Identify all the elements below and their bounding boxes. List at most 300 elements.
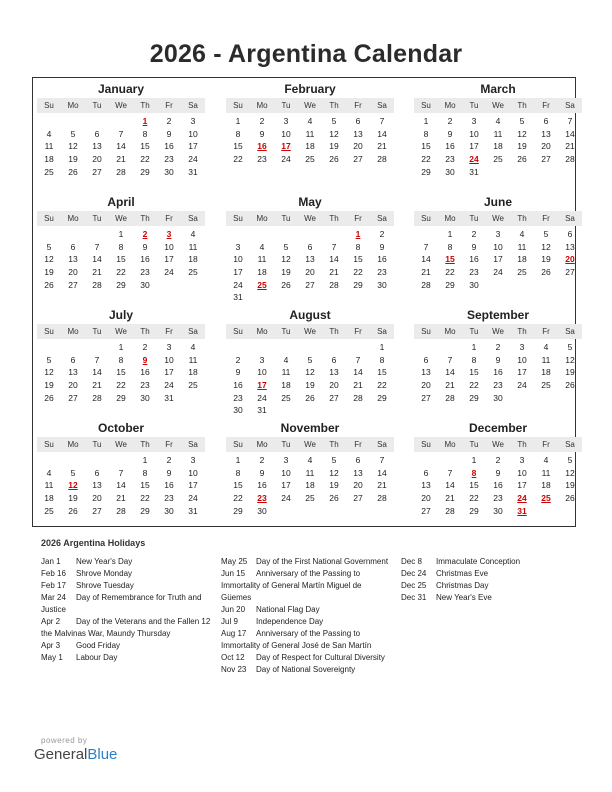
day-cell: 10 [257,367,267,378]
day-cell: 11 [493,128,503,139]
day-cell: 9 [259,128,265,139]
weekday-label: We [492,101,504,110]
holiday-day-cell: 8 [471,467,477,478]
day-cell: 17 [164,254,174,265]
day-cell: 18 [541,480,551,491]
day-cell: 26 [281,279,291,290]
day-cell: 22 [233,493,243,504]
day-cell: 7 [379,116,385,126]
day-cell: 18 [44,154,54,165]
day-cell: 10 [233,254,243,265]
day-cell: 13 [92,141,102,152]
day-cell: 16 [164,141,174,152]
weekday-label: Fr [354,327,362,336]
week-row [37,379,205,392]
weekday-label: We [304,214,316,223]
day-cell: 29 [116,392,126,403]
day-cell: 14 [565,128,575,139]
empty-cell [226,228,250,241]
day-cell: 24 [257,392,267,403]
day-cell: 1 [118,229,124,239]
day-cell: 25 [305,154,315,165]
weekday-header [37,98,205,113]
day-cell: 7 [118,128,124,139]
week-row [226,479,394,492]
month-name: October [97,421,144,435]
holiday-item [221,604,393,616]
day-cell: 18 [305,141,315,152]
day-cell: 18 [257,267,267,278]
week-row [226,115,394,128]
week-row [414,492,582,505]
weekday-label: Th [517,440,527,449]
week-row [37,479,205,492]
day-cell: 19 [565,367,575,378]
weekday-label: Th [140,214,150,223]
holiday-day-cell: 17 [257,380,267,391]
empty-cell [558,505,582,518]
day-cell: 3 [495,229,501,239]
day-cell: 20 [353,480,363,491]
empty-cell [558,392,582,405]
week-row [226,404,394,417]
empty-cell [438,454,462,467]
day-cell: 19 [541,254,551,265]
day-cell: 25 [44,166,54,177]
weekday-label: Fr [354,440,362,449]
day-cell: 3 [190,116,196,126]
weekday-label: Th [329,440,339,449]
holiday-item [401,592,576,604]
month-december [414,420,582,517]
day-cell: 19 [281,267,291,278]
day-cell: 13 [305,254,315,265]
day-cell: 10 [281,128,291,139]
empty-cell [85,115,109,128]
day-cell: 6 [94,467,100,478]
weekday-label: Su [233,327,243,336]
week-row [37,366,205,379]
weekday-label: Sa [188,327,198,336]
day-cell: 23 [164,154,174,165]
day-cell: 4 [259,241,265,252]
weekday-label: Mo [444,327,456,336]
day-cell: 20 [541,141,551,152]
day-cell: 16 [493,480,503,491]
holiday-item [221,568,393,604]
day-cell: 5 [46,241,52,252]
day-cell: 22 [116,267,126,278]
day-cell: 3 [190,455,196,465]
holiday-day-cell: 24 [517,493,527,504]
weekday-label: Tu [469,327,479,336]
day-cell: 12 [541,241,551,252]
weekday-label: Tu [469,214,479,223]
day-cell: 9 [379,241,385,252]
weekday-label: Fr [165,327,173,336]
day-cell: 30 [140,392,150,403]
day-cell: 2 [379,229,385,239]
weekday-label: Tu [92,101,102,110]
day-cell: 12 [329,128,339,139]
holiday-name: New Year's Day [76,557,133,566]
day-cell: 15 [421,141,431,152]
day-cell: 2 [142,342,148,352]
weekday-label: We [492,440,504,449]
day-cell: 21 [329,267,339,278]
day-cell: 11 [517,241,527,252]
week-row [414,166,582,179]
holiday-item [41,556,213,568]
day-cell: 15 [140,141,150,152]
empty-cell [534,505,558,518]
day-cell: 23 [140,267,150,278]
holiday-day-cell: 15 [445,254,455,265]
day-cell: 20 [68,380,78,391]
holiday-day-cell: 25 [257,279,267,290]
holiday-item [41,568,213,580]
month-november [226,420,394,517]
day-cell: 1 [447,229,453,239]
day-cell: 7 [94,354,100,365]
day-cell: 29 [469,392,479,403]
day-cell: 14 [445,367,455,378]
empty-cell [298,505,322,518]
day-cell: 21 [92,267,102,278]
week-row [37,392,205,405]
day-cell: 31 [233,292,243,303]
week-row [37,253,205,266]
empty-cell [85,454,109,467]
day-cell: 28 [445,505,455,516]
holiday-date: Apr 3 [41,641,61,650]
empty-cell [370,291,394,304]
holiday-day-cell: 9 [142,354,148,365]
holiday-name: Day of National Sovereignty [256,665,356,674]
day-cell: 11 [188,354,198,365]
day-cell: 1 [379,342,385,352]
empty-cell [298,341,322,354]
holiday-date: May 1 [41,653,63,662]
weekday-label: Sa [188,214,198,223]
empty-cell [414,341,438,354]
day-cell: 12 [68,141,78,152]
empty-cell [322,404,346,417]
day-cell: 16 [140,254,150,265]
empty-cell [414,454,438,467]
day-cell: 19 [44,380,54,391]
holiday-date: Apr 2 [41,617,61,626]
holiday-day-cell: 1 [355,229,361,239]
day-cell: 7 [379,455,385,465]
day-cell: 3 [259,354,265,365]
empty-cell [109,115,133,128]
empty-cell [346,341,370,354]
day-cell: 26 [565,380,575,391]
day-cell: 11 [281,367,291,378]
weekday-label: Th [329,214,339,223]
day-cell: 27 [305,279,315,290]
day-cell: 14 [377,467,387,478]
day-cell: 23 [140,380,150,391]
day-cell: 6 [423,467,429,478]
weekday-label: Mo [256,214,268,223]
day-cell: 21 [116,493,126,504]
day-cell: 28 [377,154,387,165]
week-row [37,505,205,518]
day-cell: 22 [469,380,479,391]
day-cell: 19 [329,141,339,152]
day-cell: 8 [379,354,385,365]
weekday-label: Tu [92,214,102,223]
day-cell: 16 [140,367,150,378]
day-cell: 9 [447,128,453,139]
day-cell: 8 [142,128,148,139]
day-cell: 24 [281,154,291,165]
weekday-header [37,437,205,452]
weekday-label: Mo [67,101,79,110]
holiday-day-cell: 2 [142,229,148,239]
week-row [37,115,205,128]
empty-cell [298,291,322,304]
day-cell: 2 [495,455,501,465]
weekday-label: We [492,327,504,336]
weekday-label: Th [140,327,150,336]
day-cell: 10 [164,241,174,252]
day-cell: 9 [495,467,501,478]
day-cell: 14 [92,367,102,378]
empty-cell [274,505,298,518]
day-cell: 29 [445,279,455,290]
day-cell: 24 [493,267,503,278]
weekday-label: Fr [165,440,173,449]
empty-cell [438,341,462,354]
day-cell: 6 [94,128,100,139]
day-cell: 3 [283,455,289,465]
day-cell: 6 [355,116,361,126]
day-cell: 5 [46,354,52,365]
month-name: July [108,308,133,322]
day-cell: 18 [493,141,503,152]
holiday-name: Day of the First National Government [256,557,389,566]
month-august [226,307,394,417]
weekday-label: Sa [377,214,387,223]
day-cell: 22 [445,267,455,278]
weekday-label: Tu [469,101,479,110]
day-cell: 27 [421,392,431,403]
day-cell: 2 [235,354,241,365]
week-row [226,279,394,292]
weekday-label: Fr [354,214,362,223]
day-cell: 17 [281,480,291,491]
empty-cell [157,279,181,292]
weekday-label: Th [140,440,150,449]
week-row [37,140,205,153]
weekday-label: We [304,101,316,110]
day-cell: 10 [188,128,198,139]
day-cell: 8 [355,241,361,252]
day-cell: 13 [565,241,575,252]
day-cell: 11 [305,467,315,478]
week-row [226,228,394,241]
empty-cell [37,341,61,354]
day-cell: 5 [331,116,337,126]
holiday-name: Anniversary of the Passing to Immortality of General José de San Martín [221,629,372,650]
holiday-date: Dec 8 [401,557,422,566]
weekday-label: Th [517,327,527,336]
holiday-date: Jun 15 [221,569,246,578]
weekday-label: We [304,440,316,449]
day-cell: 8 [118,241,124,252]
month-may [226,194,394,304]
day-cell: 3 [519,342,525,352]
weekday-label: Mo [444,214,456,223]
day-cell: 21 [421,267,431,278]
holiday-day-cell: 17 [281,141,291,152]
weekday-header [414,437,582,452]
day-cell: 18 [188,254,198,265]
day-cell: 22 [377,380,387,391]
holiday-name: Day of the Veterans and the Fallen 12 the Malvinas War, Maundy Thursday [41,617,211,638]
month-april [37,194,205,291]
empty-cell [61,454,85,467]
day-cell: 28 [329,279,339,290]
day-cell: 29 [233,505,243,516]
empty-cell [109,454,133,467]
day-cell: 16 [257,480,267,491]
holiday-name: Day of Respect for Cultural Diversity [256,653,385,662]
day-cell: 5 [543,229,549,239]
day-cell: 14 [116,141,126,152]
day-cell: 21 [445,493,455,504]
day-cell: 8 [471,354,477,365]
holiday-name: Christmas Eve [436,569,489,578]
day-cell: 18 [44,493,54,504]
day-cell: 21 [445,380,455,391]
day-cell: 28 [565,154,575,165]
day-cell: 5 [283,241,289,252]
week-row [414,140,582,153]
month-january [37,81,205,178]
empty-cell [486,279,510,292]
holiday-name: Anniversary of the Passing to Immortality of General Martín Miguel de Güemes [221,569,362,602]
day-cell: 28 [445,392,455,403]
day-cell: 23 [377,267,387,278]
day-cell: 5 [331,455,337,465]
empty-cell [298,404,322,417]
brand-logo[interactable] [34,746,117,763]
week-row [226,291,394,304]
weekday-header [414,211,582,226]
day-cell: 7 [331,241,337,252]
weekday-label: Tu [92,440,102,449]
day-cell: 8 [235,128,241,139]
day-cell: 13 [329,367,339,378]
day-cell: 5 [567,455,573,465]
weekday-label: Th [329,101,339,110]
day-cell: 2 [495,342,501,352]
day-cell: 5 [307,354,313,365]
day-cell: 18 [281,380,291,391]
day-cell: 10 [517,467,527,478]
day-cell: 15 [377,367,387,378]
day-cell: 5 [70,128,76,139]
holiday-date: Aug 17 [221,629,247,638]
day-cell: 21 [377,141,387,152]
day-cell: 10 [188,467,198,478]
day-cell: 14 [353,367,363,378]
holiday-day-cell: 1 [142,116,148,126]
weekday-label: Fr [542,440,550,449]
day-cell: 17 [517,367,527,378]
day-cell: 18 [188,367,198,378]
page-title: 2026 - Argentina Calendar [149,40,463,68]
holiday-date: Feb 17 [41,581,66,590]
holiday-date: Dec 25 [401,581,427,590]
day-cell: 4 [307,116,313,126]
holiday-date: Oct 12 [221,653,245,662]
week-row [414,454,582,467]
day-cell: 9 [259,467,265,478]
week-row [37,492,205,505]
brand-blue: Blue [87,746,118,763]
empty-cell [274,341,298,354]
day-cell: 21 [377,480,387,491]
holiday-item [401,556,576,568]
empty-cell [322,505,346,518]
day-cell: 19 [517,141,527,152]
day-cell: 6 [331,354,337,365]
empty-cell [274,228,298,241]
week-row [37,241,205,254]
weekday-label: We [115,440,127,449]
holiday-item [221,628,393,652]
day-cell: 11 [44,141,54,152]
day-cell: 2 [259,116,265,126]
week-row [37,279,205,292]
holiday-item [221,664,393,676]
day-cell: 30 [233,405,243,416]
day-cell: 19 [68,154,78,165]
week-row [226,128,394,141]
day-cell: 13 [353,128,363,139]
empty-cell [85,341,109,354]
empty-cell [85,228,109,241]
holiday-day-cell: 3 [166,229,172,239]
day-cell: 23 [493,380,503,391]
day-cell: 10 [517,354,527,365]
holiday-day-cell: 16 [257,141,267,152]
day-cell: 9 [166,467,172,478]
day-cell: 25 [493,154,503,165]
weekday-label: Sa [377,440,387,449]
day-cell: 24 [233,279,243,290]
empty-cell [250,291,274,304]
month-name: June [483,195,512,209]
day-cell: 26 [305,392,315,403]
month-name: April [107,195,135,209]
day-cell: 12 [44,367,54,378]
empty-cell [298,228,322,241]
week-row [37,467,205,480]
day-cell: 7 [447,354,453,365]
weekday-header [414,98,582,113]
day-cell: 30 [445,166,455,177]
day-cell: 26 [329,154,339,165]
day-cell: 18 [517,254,527,265]
day-cell: 29 [377,392,387,403]
weekday-label: Su [44,327,54,336]
